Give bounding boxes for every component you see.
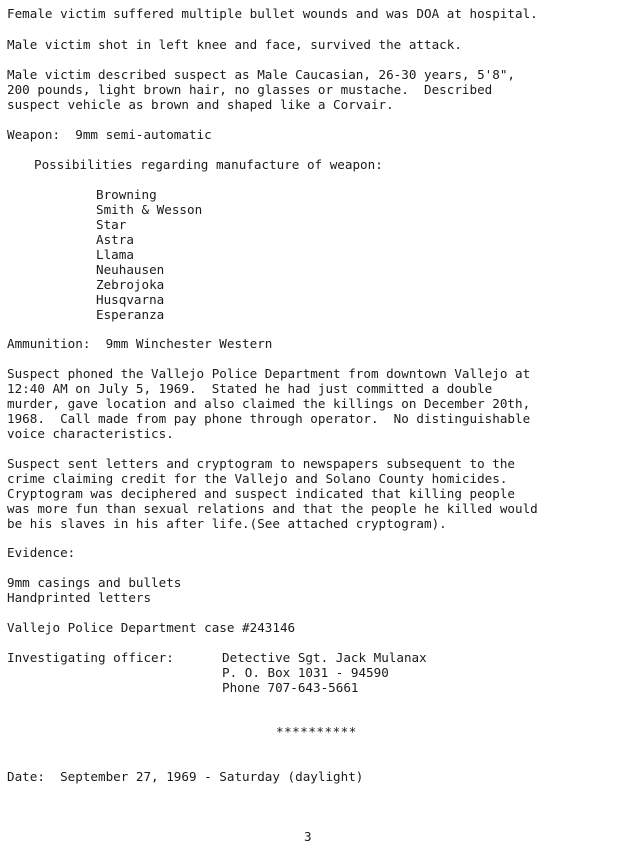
investigator-name: Detective Sgt. Jack Mulanax	[222, 650, 427, 665]
text-line: Suspect phoned the Vallejo Police Department from downtown Vallejo at	[7, 366, 531, 381]
list-item: Smith & Wesson	[96, 202, 203, 217]
text-line: Cryptogram was deciphered and suspect indicated that killing people	[7, 486, 515, 501]
list-item: Llama	[96, 247, 134, 262]
list-item: Browning	[96, 187, 157, 202]
weapon-possibilities-heading: Possibilities regarding manufacture of weapon:	[34, 157, 383, 172]
list-item: Star	[96, 217, 127, 232]
case-number-line: Vallejo Police Department case #243146	[7, 620, 296, 635]
text-line: 1968. Call made from pay phone through operator. No distinguishable	[7, 411, 531, 426]
ammunition-line: Ammunition: 9mm Winchester Western	[7, 336, 273, 351]
investigator-label: Investigating officer:	[7, 650, 174, 665]
text-line: be his slaves in his after life.(See attached cryptogram).	[7, 516, 447, 531]
list-item: Esperanza	[96, 307, 165, 322]
text-line: suspect vehicle as brown and shaped like a Corvair.	[7, 97, 394, 112]
list-item: 9mm casings and bullets	[7, 575, 182, 590]
text-line: Male victim described suspect as Male Caucasian, 26-30 years, 5'8",	[7, 67, 515, 82]
list-item: Husqvarna	[96, 292, 165, 307]
page-number: 3	[304, 829, 312, 844]
list-item: Handprinted letters	[7, 590, 152, 605]
list-item: Astra	[96, 232, 134, 247]
list-item: Neuhausen	[96, 262, 165, 277]
text-line: 12:40 AM on July 5, 1969. Stated he had just committed a double	[7, 381, 493, 396]
evidence-heading: Evidence:	[7, 545, 76, 560]
text-line: voice characteristics.	[7, 426, 174, 441]
female-victim-line: Female victim suffered multiple bullet wounds and was DOA at hospital.	[7, 6, 538, 21]
investigator-phone: Phone 707-643-5661	[222, 680, 359, 695]
text-line: murder, gave location and also claimed the killings on December 20th,	[7, 396, 531, 411]
investigator-address: P. O. Box 1031 - 94590	[222, 665, 389, 680]
text-line: Suspect sent letters and cryptogram to newspapers subsequent to the	[7, 456, 515, 471]
text-line: was more fun than sexual relations and that the people he killed would	[7, 501, 538, 516]
date-line: Date: September 27, 1969 - Saturday (daylight)	[7, 769, 364, 784]
text-line: crime claiming credit for the Vallejo and Solano County homicides.	[7, 471, 508, 486]
list-item: Zebrojoka	[96, 277, 165, 292]
weapon-line: Weapon: 9mm semi-automatic	[7, 127, 212, 142]
text-line: 200 pounds, light brown hair, no glasses or mustache. Described	[7, 82, 493, 97]
male-victim-line: Male victim shot in left knee and face, survived the attack.	[7, 37, 462, 52]
separator: **********	[276, 724, 357, 739]
